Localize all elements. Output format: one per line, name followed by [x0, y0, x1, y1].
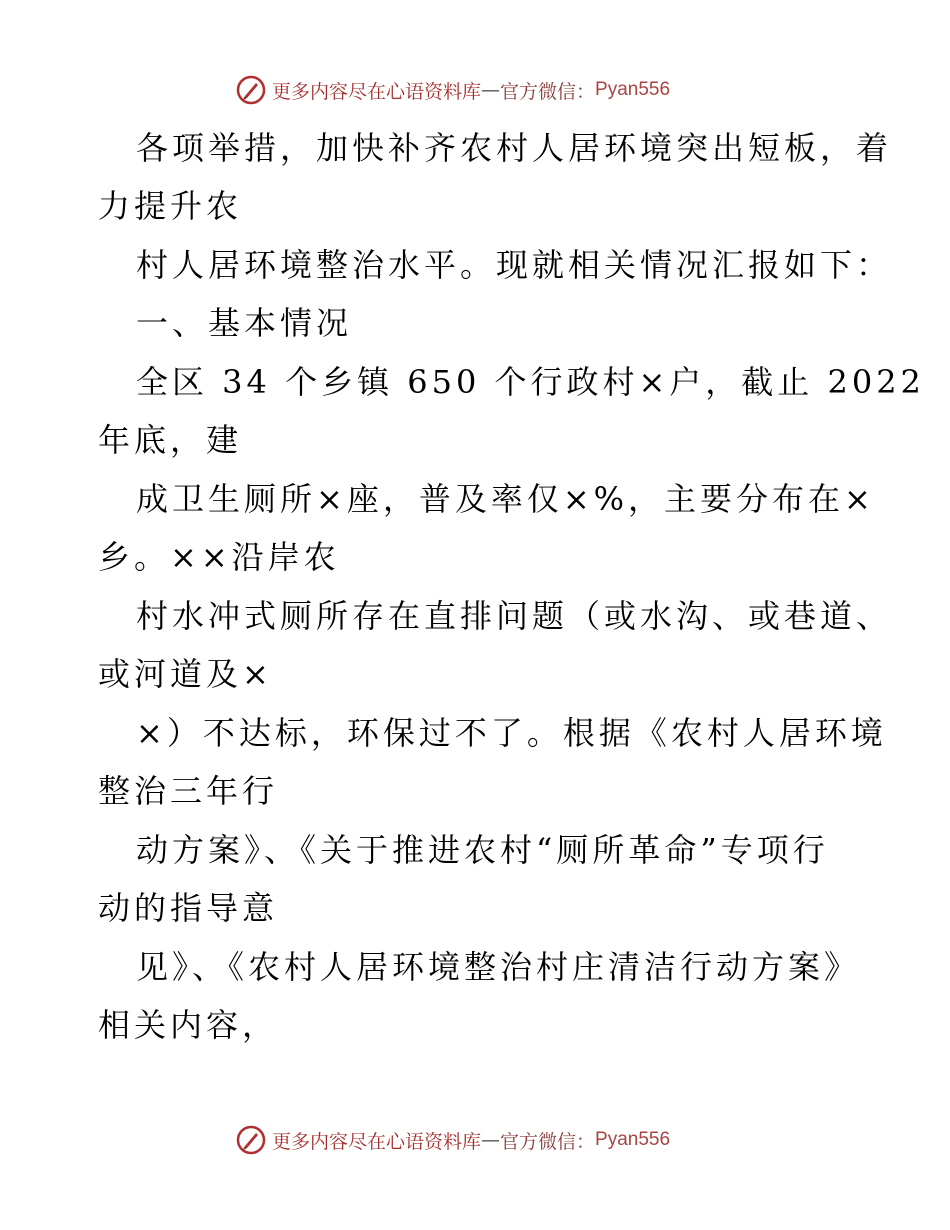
watermark-wechat-label: 官方微信：: [500, 80, 596, 103]
quill-logo-icon: [236, 1125, 266, 1155]
body-line: 村水冲式厕所存在直排问题（或水沟、或巷道、: [136, 597, 893, 635]
body-line: ×）不达标，环保过不了。根据《农村人居环境: [136, 714, 887, 752]
quill-logo-icon: [236, 75, 266, 105]
body-line: 或河道及×: [98, 655, 273, 693]
body-line: 动方案》、《关于推进农村“厕所革命”专项行: [136, 831, 829, 869]
watermark-title: 更多内容尽在心语资料库: [272, 80, 482, 103]
body-line: 整治三年行: [98, 772, 279, 810]
body-line: 相关内容，: [98, 1006, 279, 1044]
watermark-wechat-label: 官方微信：: [500, 1130, 596, 1153]
body-line: 全区 34 个乡镇 650 个行政村×户，截止 2022: [136, 363, 925, 401]
body-line: 乡。××沿岸农: [98, 538, 340, 576]
body-line: 成卫生厕所×座，普及率仅×%，主要分布在×: [136, 480, 875, 518]
header-watermark: [236, 74, 670, 106]
body-line: 力提升农: [98, 187, 243, 225]
watermark-separator: —: [481, 79, 501, 101]
footer-watermark: [236, 1124, 670, 1156]
watermark-wechat-id: Pyan556: [595, 1129, 671, 1150]
body-line: 年底，建: [98, 421, 243, 459]
body-line: 见》、《农村人居环境整治村庄清洁行动方案》: [136, 948, 861, 986]
body-line: 村人居环境整治水平。现就相关情况汇报如下：: [136, 246, 893, 284]
body-line: 各项举措，加快补齐农村人居环境突出短板，着: [136, 129, 893, 167]
section-heading: 一、基本情况: [136, 304, 353, 342]
body-line: 动的指导意: [98, 889, 279, 927]
watermark-title: 更多内容尽在心语资料库: [272, 1130, 482, 1153]
watermark-separator: —: [481, 1129, 501, 1151]
watermark-wechat-id: Pyan556: [595, 79, 671, 100]
